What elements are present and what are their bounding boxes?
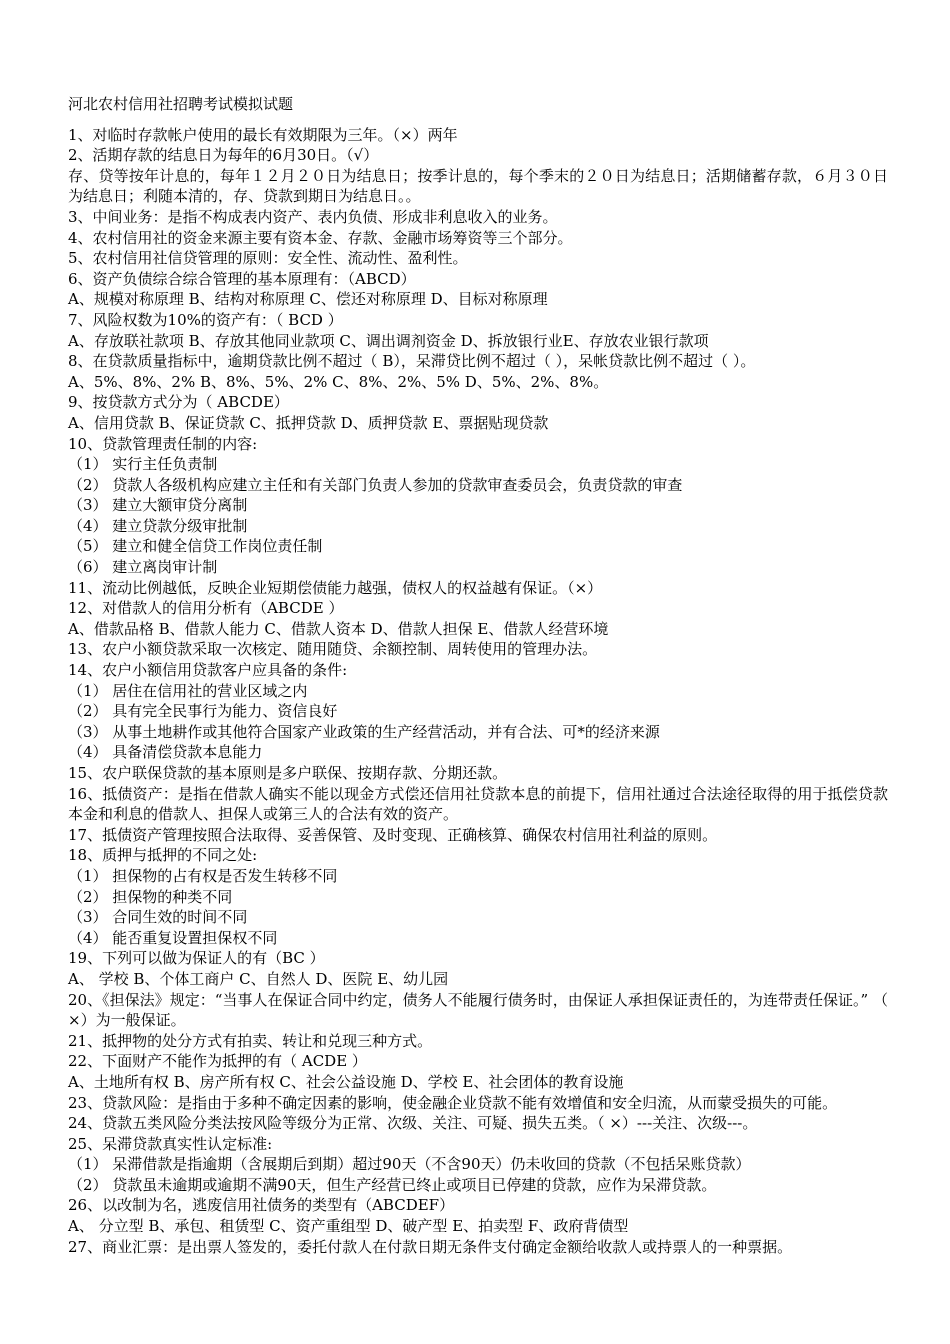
text-line: （1） 呆滞借款是指逾期（含展期后到期）超过90天（不含90天）仍未收回的贷款（不包括呆账贷款） xyxy=(68,1155,751,1174)
text-line: 13、农户小额贷款采取一次核定、随用随贷、余额控制、周转使用的管理办法。 xyxy=(68,640,598,659)
text-line: 22、下面财产不能作为抵押的有（ ACDE ） xyxy=(68,1052,367,1071)
text-line: （4） 具备清偿贷款本息能力 xyxy=(68,743,263,762)
text-line: （4） 建立贷款分级审批制 xyxy=(68,516,248,535)
text-line: 14、农户小额信用贷款客户应具备的条件: xyxy=(68,661,348,680)
text-line: A、5%、8%、2% B、8%、5%、2% C、8%、2%、5% D、5%、2%、8%。 xyxy=(68,372,609,391)
text-line: （3） 从事土地耕作或其他符合国家产业政策的生产经营活动，并有合法、可*的经济来源 xyxy=(68,722,660,741)
text-line: 11、流动比例越低，反映企业短期偿债能力越强，债权人的权益越有保证。（×） xyxy=(68,578,603,597)
text-line: A、规模对称原理 B、结构对称原理 C、偿还对称原理 D、目标对称原理 xyxy=(68,290,548,309)
text-line: 21、抵押物的处分方式有拍卖、转让和兑现三种方式。 xyxy=(68,1031,433,1050)
text-line: 10、贷款管理责任制的内容: xyxy=(68,434,258,453)
text-line: 1、对临时存款帐户使用的最长有效期限为三年。（×）两年 xyxy=(68,125,458,144)
document-title: 河北农村信用社招聘考试模拟试题 xyxy=(68,95,294,113)
document-body xyxy=(68,125,893,1258)
text-line: 12、对借款人的信用分析有（ABCDE ） xyxy=(68,599,344,618)
text-line: （3） 建立大额审贷分离制 xyxy=(68,496,248,515)
text-line: A、信用贷款 B、保证贷款 C、抵押贷款 D、质押贷款 E、票据贴现贷款 xyxy=(68,413,549,432)
text-line: 17、抵债资产管理按照合法取得、妥善保管、及时变现、正确核算、确保农村信用社利益的原则。 xyxy=(68,825,718,844)
text-line: A、借款品格 B、借款人能力 C、借款人资本 D、借款人担保 E、借款人经营环境 xyxy=(68,619,609,638)
text-line: （6） 建立离岗审计制 xyxy=(68,558,218,577)
text-line: A、 学校 B、个体工商户 C、自然人 D、医院 E、幼儿园 xyxy=(68,969,449,988)
text-line: （1） 居住在信用社的营业区域之内 xyxy=(68,681,308,700)
text-line: 6、资产负债综合综合管理的基本原理有：（ABCD） xyxy=(68,269,416,288)
text-line: 24、贷款五类风险分类法按风险等级分为正常、次级、关注、可疑、损失五类。（ ×）---关注、次级---。 xyxy=(68,1114,758,1133)
text-line: 25、呆滞贷款真实性认定标准: xyxy=(68,1134,273,1153)
text-line: （2） 贷款虽未逾期或逾期不满90天，但生产经营已终止或项目已停建的贷款，应作为呆滞贷款。 xyxy=(68,1175,717,1194)
text-line: 3、中间业务：是指不构成表内资产、表内负债、形成非利息收入的业务。 xyxy=(68,207,558,226)
text-line: 8、在贷款质量指标中，逾期贷款比例不超过（ B），呆滞贷比例不超过（ ），呆帐贷款比例不超过（ ）。 xyxy=(68,352,756,371)
text-line: 18、质押与抵押的不同之处: xyxy=(68,846,258,865)
text-line: 15、农户联保贷款的基本原则是多户联保、按期存款、分期还款。 xyxy=(68,764,508,782)
text-line: （2） 担保物的种类不同 xyxy=(68,887,233,906)
text-line: 5、农村信用社信贷管理的原则：安全性、流动性、盈利性。 xyxy=(68,249,468,268)
text-line: 存、贷等按年计息的，每年１２月２０日为结息日；按季计息的，每个季末的２０日为结息日；活期储蓄存款，６月３０日为结息日；利随本清的，存、贷款到期日为结息日。。 xyxy=(68,166,888,206)
text-line: （2） 具有完全民事行为能力、资信良好 xyxy=(68,702,338,721)
text-line: （2） 贷款人各级机构应建立主任和有关部门负责人参加的贷款审查委员会，负责贷款的审查 xyxy=(68,475,683,494)
text-line: A、存放联社款项 B、存放其他同业款项 C、调出调剂资金 D、拆放银行业E、存放农业银行款项 xyxy=(68,331,709,350)
text-line: 7、风险权数为10%的资产有：（ BCD ） xyxy=(68,310,343,329)
text-line: 2、活期存款的结息日为每年的6月30日。（√） xyxy=(68,146,379,165)
text-line: 26、以改制为名，逃废信用社债务的类型有（ABCDEF） xyxy=(68,1196,455,1215)
text-line: （1） 实行主任负责制 xyxy=(68,455,218,474)
text-line: 9、按贷款方式分为（ ABCDE） xyxy=(68,393,289,412)
text-line: （1） 担保物的占有权是否发生转移不同 xyxy=(68,866,338,885)
text-line: 19、下列可以做为保证人的有（BC ） xyxy=(68,949,325,968)
text-line: （3） 合同生效的时间不同 xyxy=(68,908,248,927)
text-line: 4、农村信用社的资金来源主要有资本金、存款、金融市场筹资等三个部分。 xyxy=(68,228,573,247)
text-line: （5） 建立和健全信贷工作岗位责任制 xyxy=(68,537,323,556)
text-line: 16、抵债资产：是指在借款人确实不能以现金方式偿还信用社贷款本息的前提下，信用社通过合法途径取得的用于抵偿贷款本金和利息的借款人、担保人或第三人的合法有效的资产。 xyxy=(68,784,888,824)
text-line: 23、贷款风险：是指由于多种不确定因素的影响，使金融企业贷款不能有效增值和安全归流，从而蒙受损失的可能。 xyxy=(68,1093,838,1112)
text-line: （4） 能否重复设置担保权不同 xyxy=(68,928,278,947)
text-line: 20、《担保法》规定：“当事人在保证合同中约定，债务人不能履行债务时，由保证人承担保证责任的，为连带责任保证。” （ ×）为一般保证。 xyxy=(68,990,893,1030)
text-line: 27、商业汇票：是出票人签发的，委托付款人在付款日期无条件支付确定金额给收款人或持票人的一种票据。 xyxy=(68,1237,793,1256)
text-line: A、土地所有权 B、房产所有权 C、社会公益设施 D、学校 E、社会团体的教育设施 xyxy=(68,1072,624,1091)
text-line: A、 分立型 B、承包、租赁型 C、资产重组型 D、破产型 E、拍卖型 F、政府背债型 xyxy=(68,1217,629,1236)
